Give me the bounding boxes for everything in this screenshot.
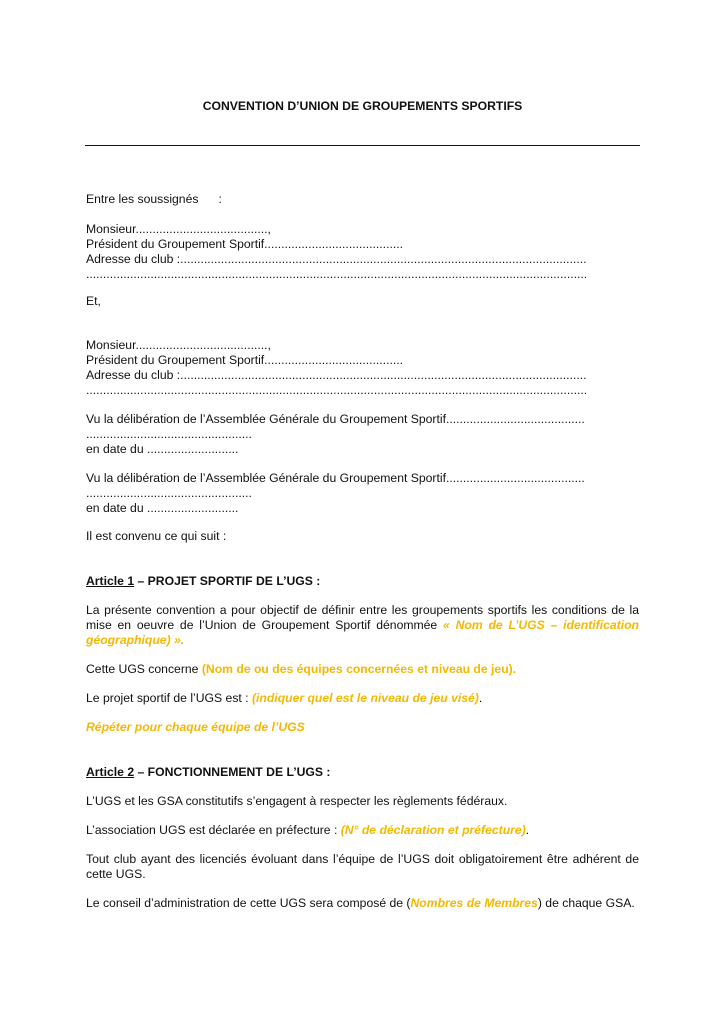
article2-p4-end: ) de chaque GSA. (537, 896, 635, 910)
article1-paragraph3 (86, 691, 482, 706)
party1-monsieur: Monsieur......................................., (86, 222, 271, 236)
vu2-line3: en date du ........................... (86, 501, 239, 515)
party2-dots-line: .................................................................................................................................................... (86, 383, 588, 397)
entre-colon: : (218, 192, 222, 206)
et-line: Et, (86, 294, 101, 308)
article1-paragraph1 (86, 603, 639, 648)
vu1-line3: en date du ........................... (86, 442, 239, 456)
article1-heading (86, 574, 320, 589)
article1-p4-highlight: Répéter pour chaque équipe de l’UGS (86, 720, 305, 734)
party1-adresse: Adresse du club :........................................................................................................................ (86, 252, 587, 266)
party1-president: Président du Groupement Sportif......................................... (86, 237, 403, 251)
article1-label: Article 1 (86, 574, 135, 588)
vu2-line2: ................................................. (86, 486, 252, 500)
article2-label: Article 2 (86, 765, 135, 779)
vu1-line2: ................................................. (86, 427, 252, 441)
article2-heading (86, 765, 330, 780)
article1-title: – PROJET SPORTIF DE L’UGS : (134, 574, 321, 588)
party2-president: Président du Groupement Sportif......................................... (86, 353, 403, 367)
entre-label: Entre les soussignés (86, 192, 199, 206)
convenu-line: Il est convenu ce qui suit : (86, 529, 227, 543)
party2-adresse: Adresse du club :........................................................................................................................ (86, 368, 587, 382)
article2-paragraph3: Tout club ayant des licenciés évoluant dans l’équipe de l’UGS doit obligatoirement être adhérent de cette UGS. (86, 852, 639, 881)
vu2-line1: Vu la délibération de l’Assemblée Générale du Groupement Sportif......................................... (86, 471, 585, 485)
article2-paragraph1: L’UGS et les GSA constitutifs s’engagent à respecter les règlements fédéraux. (86, 794, 508, 808)
article2-p4-text: Le conseil d’administration de cette UGS sera composé de ( (86, 896, 411, 910)
title-rule (85, 145, 640, 146)
article1-p3-end: . (478, 691, 483, 705)
article2-paragraph2 (86, 823, 529, 838)
article1-p2-text: Cette UGS concerne (86, 662, 202, 676)
article2-p2-highlight: (N° de déclaration et préfecture) (340, 823, 526, 837)
article2-p2-end: . (525, 823, 530, 837)
article2-p2-text: L’association UGS est déclarée en préfecture : (86, 823, 341, 837)
article1-p3-text: Le projet sportif de l’UGS est : (86, 691, 252, 705)
article1-paragraph2 (86, 662, 516, 677)
article2-title: – FONCTIONNEMENT DE L’UGS : (134, 765, 331, 779)
party1-dots-line: .................................................................................................................................................... (86, 267, 588, 281)
article2-p4-highlight: Nombres de Membres (410, 896, 538, 910)
article2-paragraph4 (86, 896, 635, 911)
party2-monsieur: Monsieur......................................., (86, 338, 271, 352)
document-title: CONVENTION D’UNION DE GROUPEMENTS SPORTIFS (202, 99, 523, 113)
article1-p1-highlight: « Nom de L’UGS – identification géographique) ». (86, 618, 639, 647)
article1-p3-highlight: (indiquer quel est le niveau de jeu visé) (251, 691, 479, 705)
vu1-line1: Vu la délibération de l’Assemblée Générale du Groupement Sportif......................................... (86, 412, 585, 426)
entre-line (86, 192, 222, 207)
article1-p2-highlight: (Nom de ou des équipes concernées et niveau de jeu). (201, 662, 517, 676)
article1-p1-text: La présente convention a pour objectif de définir entre les groupements sportifs les conditions de la mise en oeuvre de l’Union de Groupement Sportif dénommée (86, 603, 639, 632)
article1-paragraph4 (86, 720, 305, 735)
